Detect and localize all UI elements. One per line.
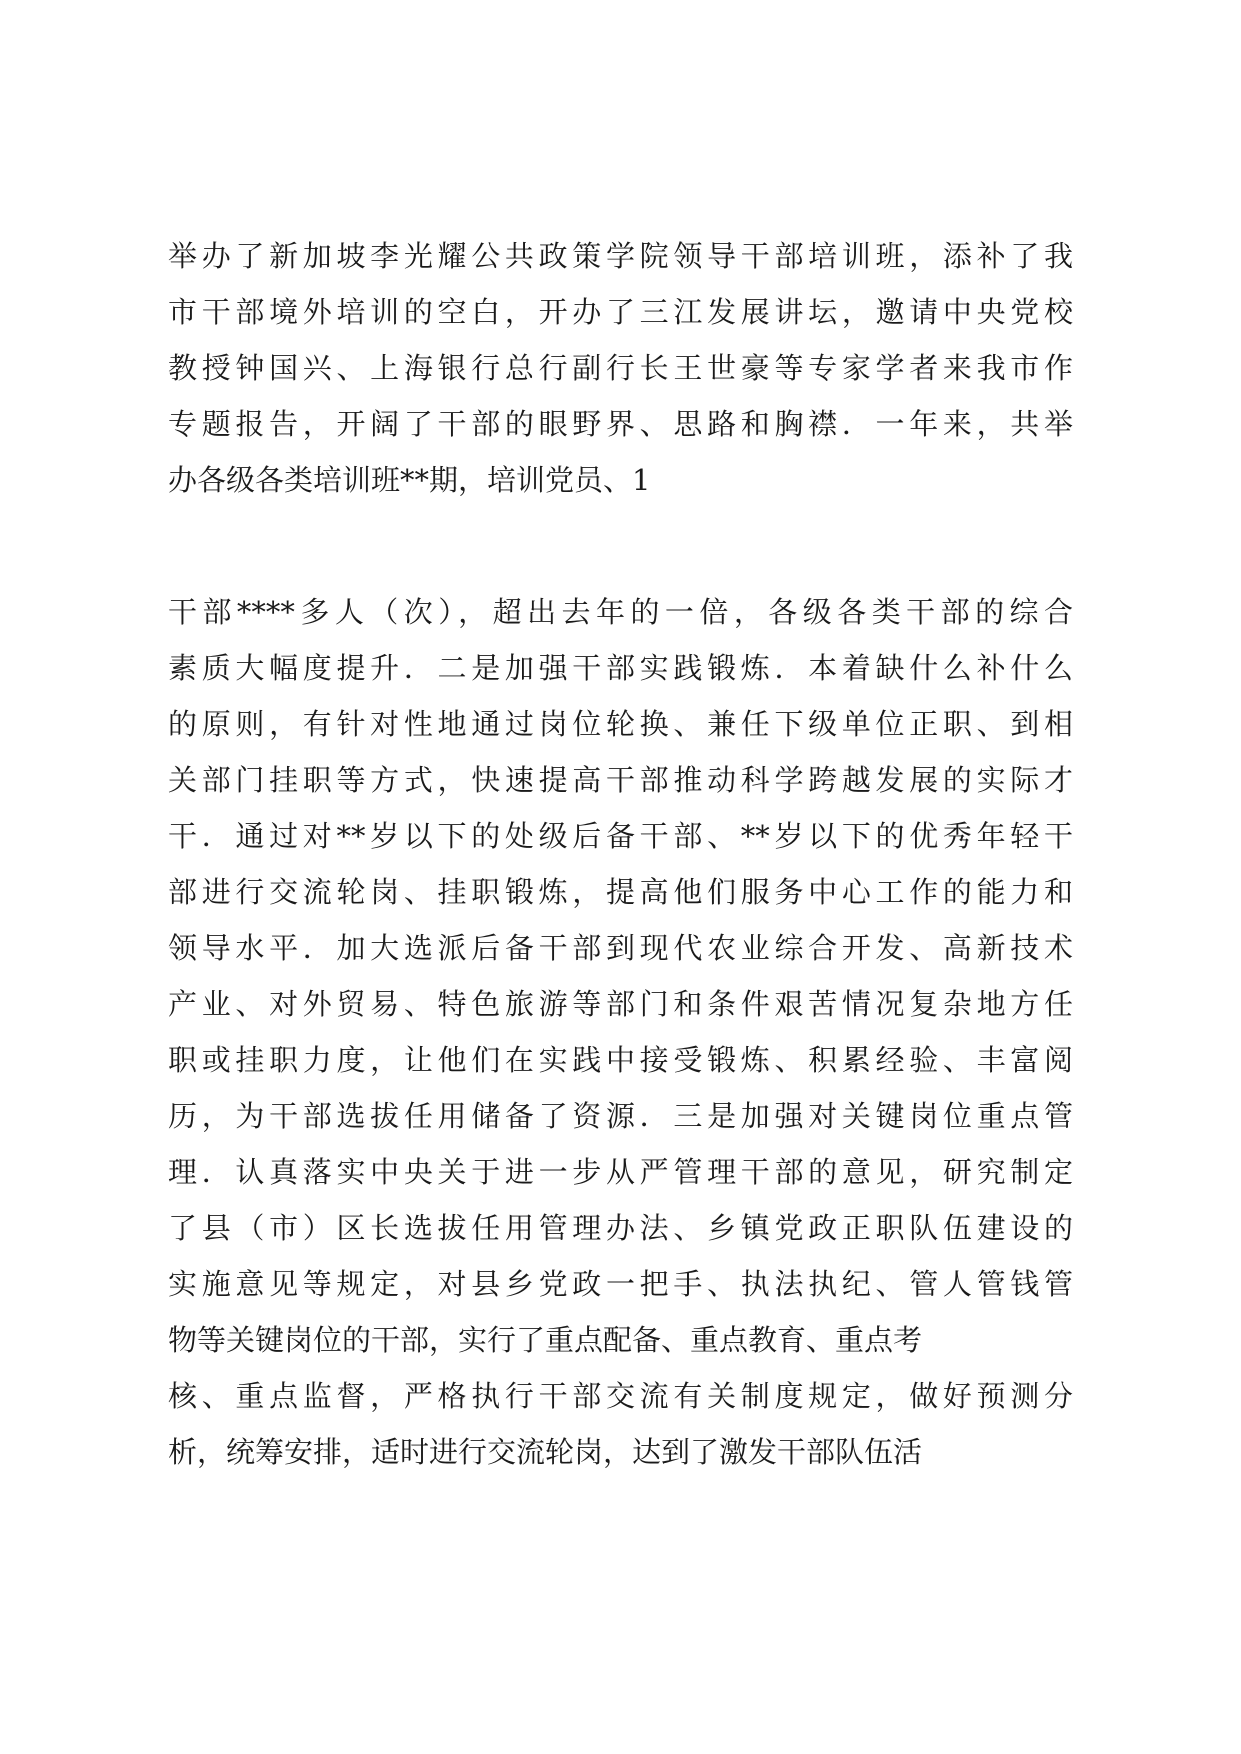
text-line: 关部门挂职等方式，快速提高干部推动科学跨越发展的实际才 bbox=[168, 763, 1073, 797]
text-line: 素质大幅度提升．二是加强干部实践锻炼．本着缺什么补什么 bbox=[168, 651, 1073, 685]
text-line: 市干部境外培训的空白，开办了三江发展讲坛，邀请中央党校 bbox=[168, 295, 1073, 329]
text-line: 干．通过对**岁以下的处级后备干部、**岁以下的优秀年轻干 bbox=[168, 819, 1073, 853]
text-line: 核、重点监督，严格执行干部交流有关制度规定，做好预测分 bbox=[168, 1379, 1073, 1413]
text-line: 历，为干部选拔任用储备了资源．三是加强对关键岗位重点管 bbox=[168, 1099, 1073, 1133]
text-line: 干部****多人（次），超出去年的一倍，各级各类干部的综合 bbox=[168, 595, 1073, 629]
paragraph-2 bbox=[168, 584, 1073, 1480]
text-line: 举办了新加坡李光耀公共政策学院领导干部培训班，添补了我 bbox=[168, 239, 1073, 273]
text-line: 物等关键岗位的干部，实行了重点配备、重点教育、重点考 bbox=[168, 1323, 923, 1357]
text-line: 实施意见等规定，对县乡党政一把手、执法执纪、管人管钱管 bbox=[168, 1267, 1073, 1301]
text-line: 专题报告，开阔了干部的眼野界、思路和胸襟．一年来，共举 bbox=[168, 407, 1073, 441]
text-line: 部进行交流轮岗、挂职锻炼，提高他们服务中心工作的能力和 bbox=[168, 875, 1073, 909]
text-line: 领导水平．加大选派后备干部到现代农业综合开发、高新技术 bbox=[168, 931, 1073, 965]
text-line: 了县（市）区长选拔任用管理办法、乡镇党政正职队伍建设的 bbox=[168, 1211, 1073, 1245]
text-line: 的原则，有针对性地通过岗位轮换、兼任下级单位正职、到相 bbox=[168, 707, 1073, 741]
text-line: 产业、对外贸易、特色旅游等部门和条件艰苦情况复杂地方任 bbox=[168, 987, 1073, 1021]
paragraph-1 bbox=[168, 228, 1073, 508]
text-line: 职或挂职力度，让他们在实践中接受锻炼、积累经验、丰富阅 bbox=[168, 1043, 1073, 1077]
text-line: 办各级各类培训班**期，培训党员、1 bbox=[168, 463, 651, 497]
text-line: 析，统筹安排，适时进行交流轮岗，达到了激发干部队伍活 bbox=[168, 1435, 923, 1469]
text-line: 教授钟国兴、上海银行总行副行长王世豪等专家学者来我市作 bbox=[168, 351, 1073, 385]
text-line: 理．认真落实中央关于进一步从严管理干部的意见，研究制定 bbox=[168, 1155, 1073, 1189]
